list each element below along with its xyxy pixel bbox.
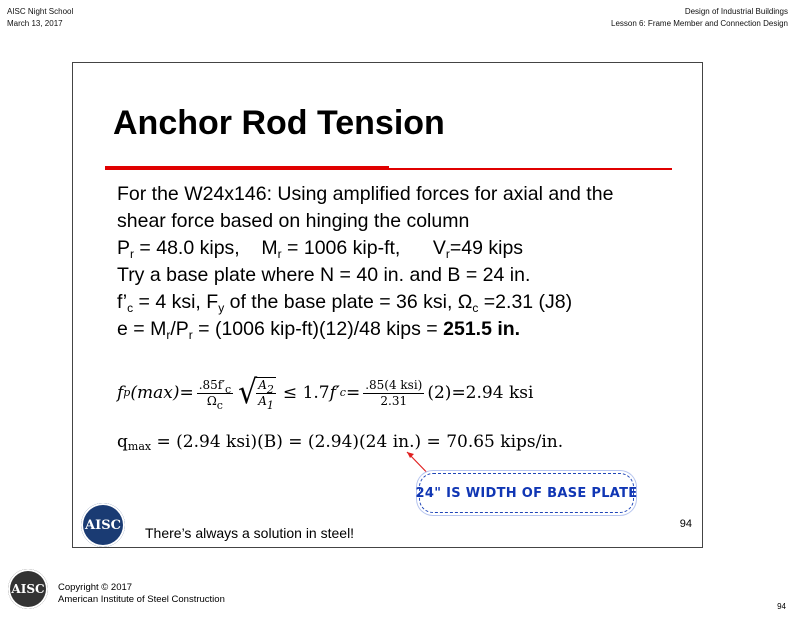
vr-subscript: r — [445, 247, 450, 261]
frac-numerator: .85f′ — [198, 377, 225, 392]
pr-subscript: r — [130, 247, 135, 261]
pr-value: = 48.0 kips, — [134, 237, 240, 259]
q-subscript: max — [127, 440, 152, 453]
ecc-text-b: /P — [170, 318, 189, 340]
mr-symbol: M — [261, 237, 278, 259]
frac2-denominator: 2.31 — [380, 393, 408, 408]
copyright — [58, 582, 225, 606]
body-line-1: For the W24x146: Using amplified forces for axial and the — [117, 183, 614, 205]
header-right — [611, 6, 788, 30]
slide — [72, 62, 703, 548]
base-plate-line: Try a base plate where N = 40 in. and B = 24 in. — [117, 264, 531, 286]
eq-fc-prime: f′ — [329, 383, 340, 403]
bearing-stress-equation: f p (max) = $\frac{.85f'_c}{\Omega_c}$ √ $\frac{A_2}{A_1}$ ≤ 1.7 f′ c = $\frac{\text{.85(4 ksi)}}{2.31}$ (2)=2.94 ksi — [117, 373, 534, 412]
omega-subscript: c — [472, 301, 479, 315]
eq-limit: ≤ 1.7 — [282, 383, 330, 403]
fc-subscript: c — [127, 301, 134, 315]
arrow-head-icon — [407, 452, 414, 458]
materials-text-b: of the base plate = 36 ksi, Ω — [224, 291, 473, 313]
radical-sign-icon: √ — [238, 373, 258, 412]
ecc-mr-subscript: r — [166, 328, 171, 342]
materials-text-c: =2.31 (J8) — [478, 291, 573, 313]
course-topic: Design of Industrial Buildings — [684, 7, 788, 16]
mr-value: = 1006 kip-ft, — [281, 237, 401, 259]
copyright-line: Copyright © 2017 — [58, 582, 133, 593]
slide-number: 94 — [679, 518, 692, 530]
callout-cloud — [415, 473, 638, 513]
eq-max: (max) — [130, 383, 180, 403]
header-left — [7, 6, 73, 30]
frac2-numerator: .85(4 ksi) — [365, 377, 423, 392]
callout-text: 24" IS WIDTH OF BASE PLATE — [415, 485, 638, 501]
course-date: March 13, 2017 — [7, 19, 63, 28]
fy-subscript: y — [218, 301, 225, 315]
materials-text-a: = 4 ksi, F — [133, 291, 219, 313]
area-a2-subscript: 2 — [266, 383, 274, 396]
body-line-2: shear force based on hinging the column — [117, 210, 470, 232]
ecc-text-c: = (1006 kip-ft)(12)/48 kips = — [192, 318, 444, 340]
area-a1-subscript: 1 — [266, 399, 274, 412]
slide-title: Anchor Rod Tension — [113, 104, 445, 142]
line-load-text: = (2.94 ksi)(B) = (2.94)(24 in.) = 70.65 kips/in. — [151, 432, 564, 452]
ecc-text-a: e = M — [117, 318, 167, 340]
eccentricity-result: 251.5 in. — [443, 318, 521, 340]
frac-denominator-subscript: c — [216, 398, 223, 412]
eq-equals: = — [179, 383, 194, 403]
frac-denominator: Ω — [206, 393, 217, 408]
fc-symbol: f’ — [117, 291, 128, 313]
ecc-pr-subscript: r — [188, 328, 193, 342]
vr-value: =49 kips — [449, 237, 524, 259]
aisc-seal-icon: AISC — [81, 503, 125, 547]
page-number: 94 — [777, 602, 786, 611]
course-name: AISC Night School — [7, 7, 74, 16]
organization-name: American Institute of Steel Construction — [58, 594, 225, 605]
eq-f: f — [117, 383, 124, 403]
eq-equals-2: = — [345, 383, 361, 403]
mr-subscript: r — [277, 247, 282, 261]
eq-result: (2)=2.94 ksi — [427, 383, 534, 403]
frac-numerator-subscript: c — [224, 382, 232, 396]
slide-tagline: There’s always a solution in steel! — [145, 525, 355, 541]
area-a2: A — [258, 378, 267, 392]
lesson-title: Lesson 6: Frame Member and Connection Design — [611, 19, 788, 28]
q-symbol: q — [117, 432, 128, 452]
vr-symbol: V — [432, 237, 446, 259]
pr-symbol: P — [117, 237, 131, 259]
area-a1: A — [258, 394, 267, 408]
aisc-footer-seal-icon: AISC — [8, 569, 48, 609]
